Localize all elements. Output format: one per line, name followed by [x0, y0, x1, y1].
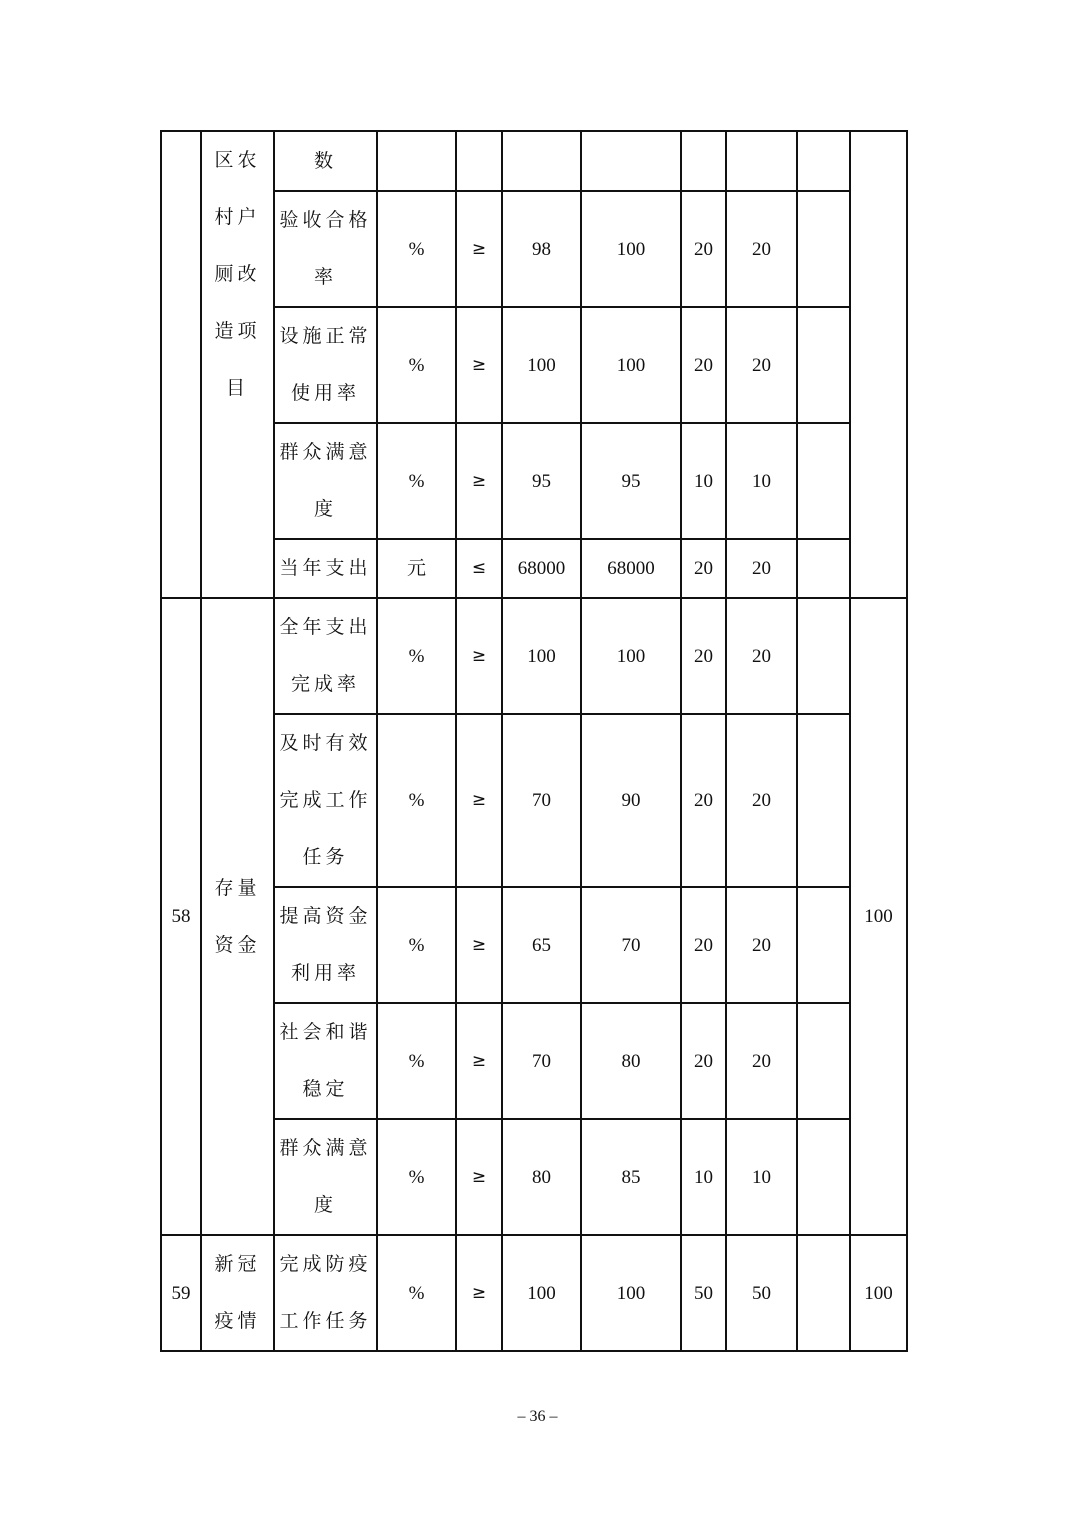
score-cell: 20: [726, 1003, 797, 1119]
unit-cell: %: [377, 423, 456, 539]
note-cell: [797, 307, 850, 423]
indicator-cell: 群众满意 度: [274, 1119, 377, 1235]
actual-cell: 100: [581, 191, 681, 307]
target-cell: 70: [502, 1003, 581, 1119]
note-cell: [797, 887, 850, 1003]
indicator-cell: 群众满意 度: [274, 423, 377, 539]
weight-cell: 10: [681, 1119, 726, 1235]
score-cell: 20: [726, 539, 797, 598]
score-cell: 20: [726, 191, 797, 307]
target-cell: 100: [502, 307, 581, 423]
performance-table: [160, 130, 908, 1352]
actual-cell: 90: [581, 714, 681, 887]
target-cell: [502, 131, 581, 191]
actual-cell: 70: [581, 887, 681, 1003]
unit-cell: %: [377, 1119, 456, 1235]
weight-cell: 50: [681, 1235, 726, 1351]
operator-cell: ≥: [456, 191, 502, 307]
operator-cell: ≥: [456, 1235, 502, 1351]
unit-cell: %: [377, 714, 456, 887]
indicator-cell: 社会和谐 稳定: [274, 1003, 377, 1119]
actual-cell: 68000: [581, 539, 681, 598]
score-cell: 10: [726, 1119, 797, 1235]
target-cell: 68000: [502, 539, 581, 598]
actual-cell: 100: [581, 1235, 681, 1351]
score-cell: 50: [726, 1235, 797, 1351]
operator-cell: ≥: [456, 1119, 502, 1235]
indicator-cell: 完成防疫 工作任务: [274, 1235, 377, 1351]
note-cell: [797, 423, 850, 539]
indicator-cell: 全年支出 完成率: [274, 598, 377, 714]
unit-cell: %: [377, 598, 456, 714]
project-name-cell: 新冠 疫情: [201, 1235, 274, 1351]
indicator-cell: 验收合格 率: [274, 191, 377, 307]
operator-cell: ≥: [456, 598, 502, 714]
note-cell: [797, 539, 850, 598]
operator-cell: [456, 131, 502, 191]
operator-cell: ≤: [456, 539, 502, 598]
note-cell: [797, 1235, 850, 1351]
weight-cell: [681, 131, 726, 191]
unit-cell: %: [377, 191, 456, 307]
unit-cell: 元: [377, 539, 456, 598]
target-cell: 95: [502, 423, 581, 539]
target-cell: 100: [502, 1235, 581, 1351]
weight-cell: 20: [681, 598, 726, 714]
seq-cell: 58: [161, 598, 201, 1235]
indicator-cell: 数: [274, 131, 377, 191]
actual-cell: 95: [581, 423, 681, 539]
score-cell: 20: [726, 598, 797, 714]
seq-cell: [161, 131, 201, 598]
operator-cell: ≥: [456, 1003, 502, 1119]
operator-cell: ≥: [456, 307, 502, 423]
score-cell: 20: [726, 714, 797, 887]
score-cell: 10: [726, 423, 797, 539]
unit-cell: %: [377, 1003, 456, 1119]
unit-cell: %: [377, 307, 456, 423]
indicator-cell: 当年支出: [274, 539, 377, 598]
note-cell: [797, 1003, 850, 1119]
target-cell: 65: [502, 887, 581, 1003]
unit-cell: [377, 131, 456, 191]
table-row: [161, 1235, 907, 1351]
actual-cell: 85: [581, 1119, 681, 1235]
indicator-cell: 设施正常 使用率: [274, 307, 377, 423]
operator-cell: ≥: [456, 887, 502, 1003]
weight-cell: 10: [681, 423, 726, 539]
weight-cell: 20: [681, 539, 726, 598]
total-cell: 100: [850, 1235, 907, 1351]
actual-cell: [581, 131, 681, 191]
weight-cell: 20: [681, 714, 726, 887]
table-row: [161, 131, 907, 191]
target-cell: 100: [502, 598, 581, 714]
target-cell: 80: [502, 1119, 581, 1235]
total-cell: [850, 131, 907, 598]
score-cell: 20: [726, 307, 797, 423]
actual-cell: 100: [581, 598, 681, 714]
unit-cell: %: [377, 887, 456, 1003]
note-cell: [797, 1119, 850, 1235]
weight-cell: 20: [681, 307, 726, 423]
indicator-cell: 及时有效 完成工作 任务: [274, 714, 377, 887]
operator-cell: ≥: [456, 714, 502, 887]
total-cell: 100: [850, 598, 907, 1235]
note-cell: [797, 191, 850, 307]
table-row: [161, 598, 907, 714]
note-cell: [797, 598, 850, 714]
seq-cell: 59: [161, 1235, 201, 1351]
project-name-cell: 存量 资金: [201, 598, 274, 1235]
project-name-cell: 区农 村户 厕改 造项 目: [201, 131, 274, 598]
note-cell: [797, 714, 850, 887]
target-cell: 98: [502, 191, 581, 307]
note-cell: [797, 131, 850, 191]
indicator-cell: 提高资金 利用率: [274, 887, 377, 1003]
weight-cell: 20: [681, 887, 726, 1003]
unit-cell: %: [377, 1235, 456, 1351]
weight-cell: 20: [681, 191, 726, 307]
weight-cell: 20: [681, 1003, 726, 1119]
score-cell: [726, 131, 797, 191]
operator-cell: ≥: [456, 423, 502, 539]
target-cell: 70: [502, 714, 581, 887]
score-cell: 20: [726, 887, 797, 1003]
actual-cell: 100: [581, 307, 681, 423]
actual-cell: 80: [581, 1003, 681, 1119]
page-number: – 36 –: [517, 1408, 558, 1425]
